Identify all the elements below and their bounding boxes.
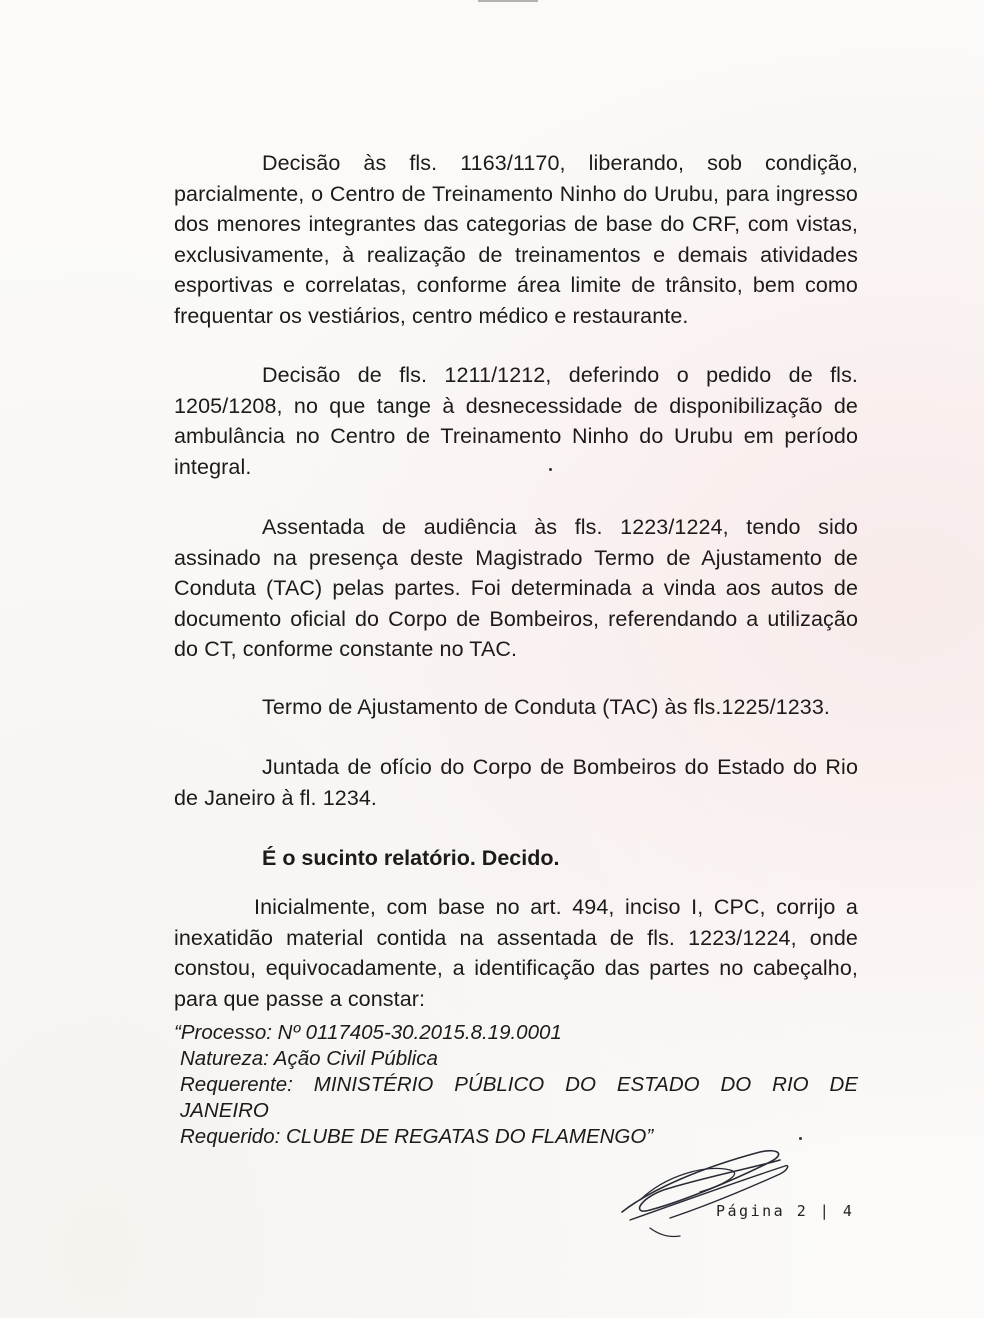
citation-requerido: Requerido: CLUBE DE REGATAS DO FLAMENGO” [180, 1125, 654, 1148]
paragraph-inicialmente: Inicialmente, com base no art. 494, inciso I, CPC, corrijo a inexatidão material contida na assentada de fls. 1223/1224, onde constou, equivocadamente, a identificação das partes no cabeçalho, para que passe a constar: [174, 895, 858, 1011]
paragraph-termo-tac: Termo de Ajustamento de Conduta (TAC) às fls.1225/1233. [262, 695, 830, 719]
paragraph-decisao-1211: Decisão de fls. 1211/1212, deferindo o pedido de fls. 1205/1208, no que tange à desnecessidade de disponibilização de ambulância no Centro de Treinamento Ninho do Urubu em período integral. [174, 363, 858, 479]
citation-natureza: Natureza: Ação Civil Pública [180, 1047, 438, 1070]
paragraph-juntada: Juntada de ofício do Corpo de Bombeiros do Estado do Rio de Janeiro à fl. 1234. [174, 755, 858, 810]
process-citation [174, 1020, 858, 1150]
citation-requerente-cont: JANEIRO [180, 1099, 269, 1122]
ink-dot [549, 468, 552, 471]
paragraph-decisao-1163: Decisão às fls. 1163/1170, liberando, sob condição, parcialmente, o Centro de Treinamento Ninho do Urubu, para ingresso dos menores integrantes das categorias de base do CRF, com vistas, exclusivamente, à realização de treinamentos e demais atividades esportivas e correlatas, conforme área limite de trânsito, bem como frequentar os vestiários, centro médico e restaurante. [174, 151, 858, 328]
citation-requerente: Requerente: MINISTÉRIO PÚBLICO DO ESTADO DO RIO DE [180, 1073, 858, 1096]
paragraph-assentada: Assentada de audiência às fls. 1223/1224, tendo sido assinado na presença deste Magistrado Termo de Ajustamento de Conduta (TAC) pelas partes. Foi determinada a vinda aos autos de documento oficial do Corpo de Bombeiros, referendando a utilização do CT, conforme constante no TAC. [174, 515, 858, 661]
handwritten-signature [610, 1140, 800, 1250]
page-number: Página 2 | 4 [716, 1202, 855, 1220]
scan-edge-mark [478, 0, 538, 2]
relatorio-conclusion: É o sucinto relatório. Decido. [262, 846, 560, 870]
citation-processo: “Processo: Nº 0117405-30.2015.8.19.0001 [174, 1021, 562, 1044]
